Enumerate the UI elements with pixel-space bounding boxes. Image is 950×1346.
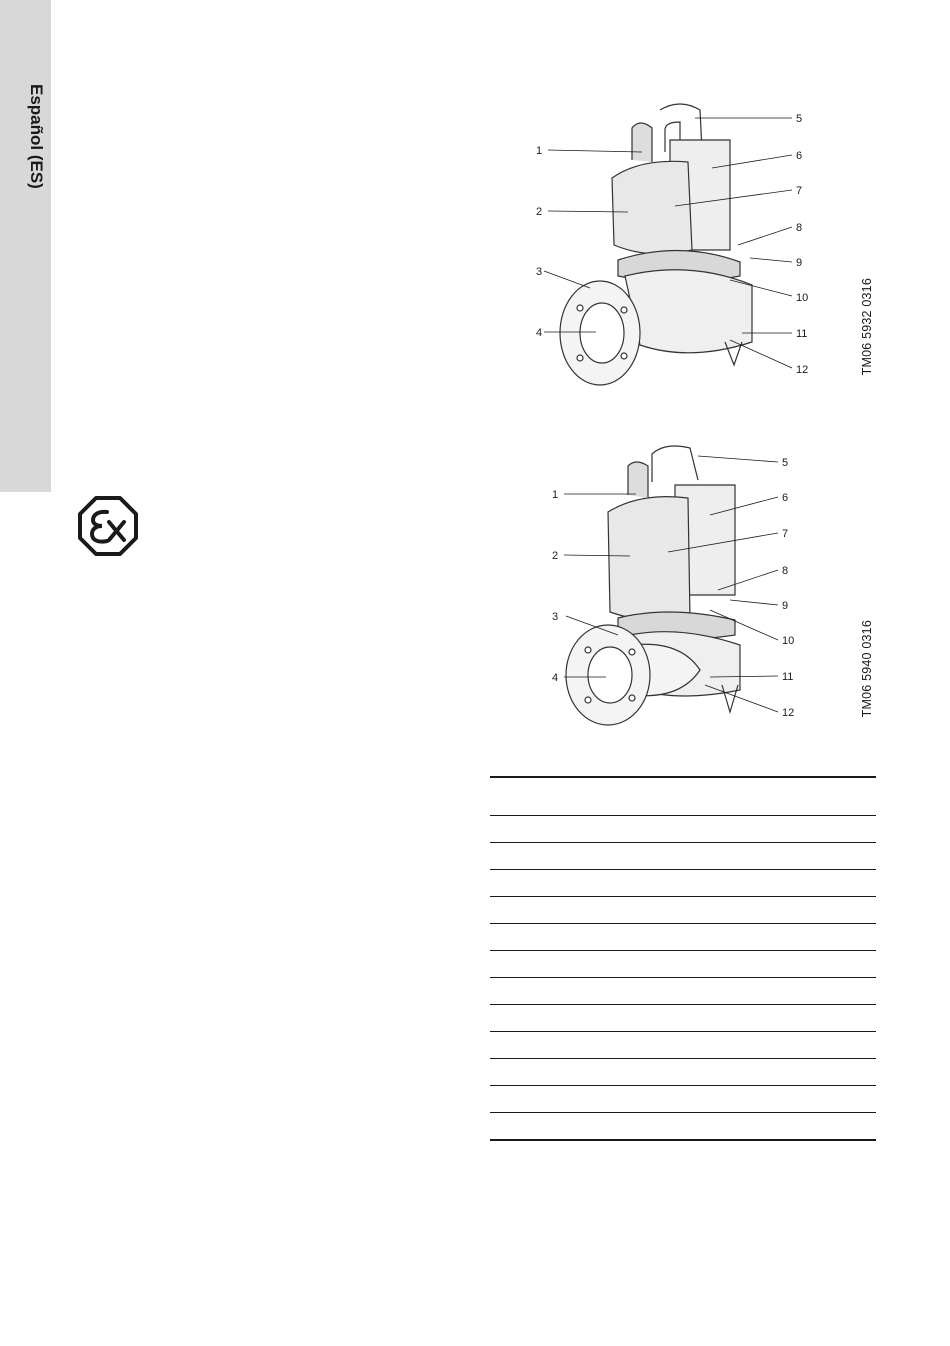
table-cell	[490, 816, 683, 843]
table-row	[490, 897, 876, 924]
table-row	[490, 924, 876, 951]
table-row	[490, 1032, 876, 1059]
callout-12: 12	[796, 364, 809, 376]
table-cell	[490, 870, 683, 897]
table-row	[490, 1086, 876, 1113]
table-cell	[683, 1005, 876, 1032]
table-cell	[683, 1059, 876, 1086]
table-row	[490, 1059, 876, 1086]
table-cell	[490, 978, 683, 1005]
table-cell	[490, 1005, 683, 1032]
table-row	[490, 951, 876, 978]
table-row	[490, 843, 876, 870]
callout-1: 1	[536, 145, 543, 157]
callout-1: 1	[552, 489, 559, 501]
callout-3: 3	[536, 266, 543, 278]
ex-explosion-proof-icon	[76, 494, 140, 558]
table-cell	[683, 1032, 876, 1059]
table-cell	[490, 1059, 683, 1086]
table-cell	[490, 843, 683, 870]
callout-7: 7	[796, 185, 803, 197]
callout-8: 8	[796, 222, 803, 234]
callout-10: 10	[796, 292, 809, 304]
table-cell	[490, 1113, 683, 1141]
table-cell	[490, 924, 683, 951]
language-label: Español (ES)	[27, 84, 46, 189]
callout-4: 4	[536, 327, 543, 339]
callout-9: 9	[782, 600, 789, 612]
table-cell	[683, 816, 876, 843]
callout-2: 2	[552, 550, 559, 562]
callout-5: 5	[796, 113, 803, 125]
callout-3: 3	[552, 611, 559, 623]
table-cell	[490, 1086, 683, 1113]
table-row	[490, 978, 876, 1005]
table-row	[490, 816, 876, 843]
pump-drawing	[560, 104, 752, 385]
callout-10: 10	[782, 635, 795, 647]
callout-11: 11	[796, 328, 808, 340]
callout-6: 6	[796, 150, 803, 162]
table-cell	[683, 924, 876, 951]
language-side-tab	[0, 0, 51, 492]
table-cell	[683, 897, 876, 924]
table-cell	[683, 1086, 876, 1113]
table-cell	[490, 1032, 683, 1059]
table-cell	[683, 978, 876, 1005]
pump-drawing	[566, 446, 740, 725]
table-cell	[683, 1113, 876, 1141]
callout-12: 12	[782, 707, 795, 719]
table-row	[490, 1113, 876, 1141]
table-cell	[683, 870, 876, 897]
table-cell	[490, 897, 683, 924]
table-cell	[683, 843, 876, 870]
table-row	[490, 1005, 876, 1032]
callout-5: 5	[782, 457, 789, 469]
callout-2: 2	[536, 206, 543, 218]
legend-table-header-row	[490, 777, 876, 816]
legend-header-cell	[683, 777, 876, 816]
legend-table	[490, 776, 876, 1141]
figure-code-top: TM06 5932 0316	[860, 278, 874, 376]
table-row	[490, 870, 876, 897]
pump-figure-top	[520, 100, 850, 400]
pump-figure-bottom	[540, 440, 850, 740]
figure-code-bottom: TM06 5940 0316	[860, 620, 874, 718]
callout-11: 11	[782, 671, 794, 683]
legend-header-cell	[490, 777, 683, 816]
callout-9: 9	[796, 257, 803, 269]
table-cell	[683, 951, 876, 978]
callout-4: 4	[552, 672, 559, 684]
callout-8: 8	[782, 565, 789, 577]
table-cell	[490, 951, 683, 978]
callout-7: 7	[782, 528, 789, 540]
callout-6: 6	[782, 492, 789, 504]
